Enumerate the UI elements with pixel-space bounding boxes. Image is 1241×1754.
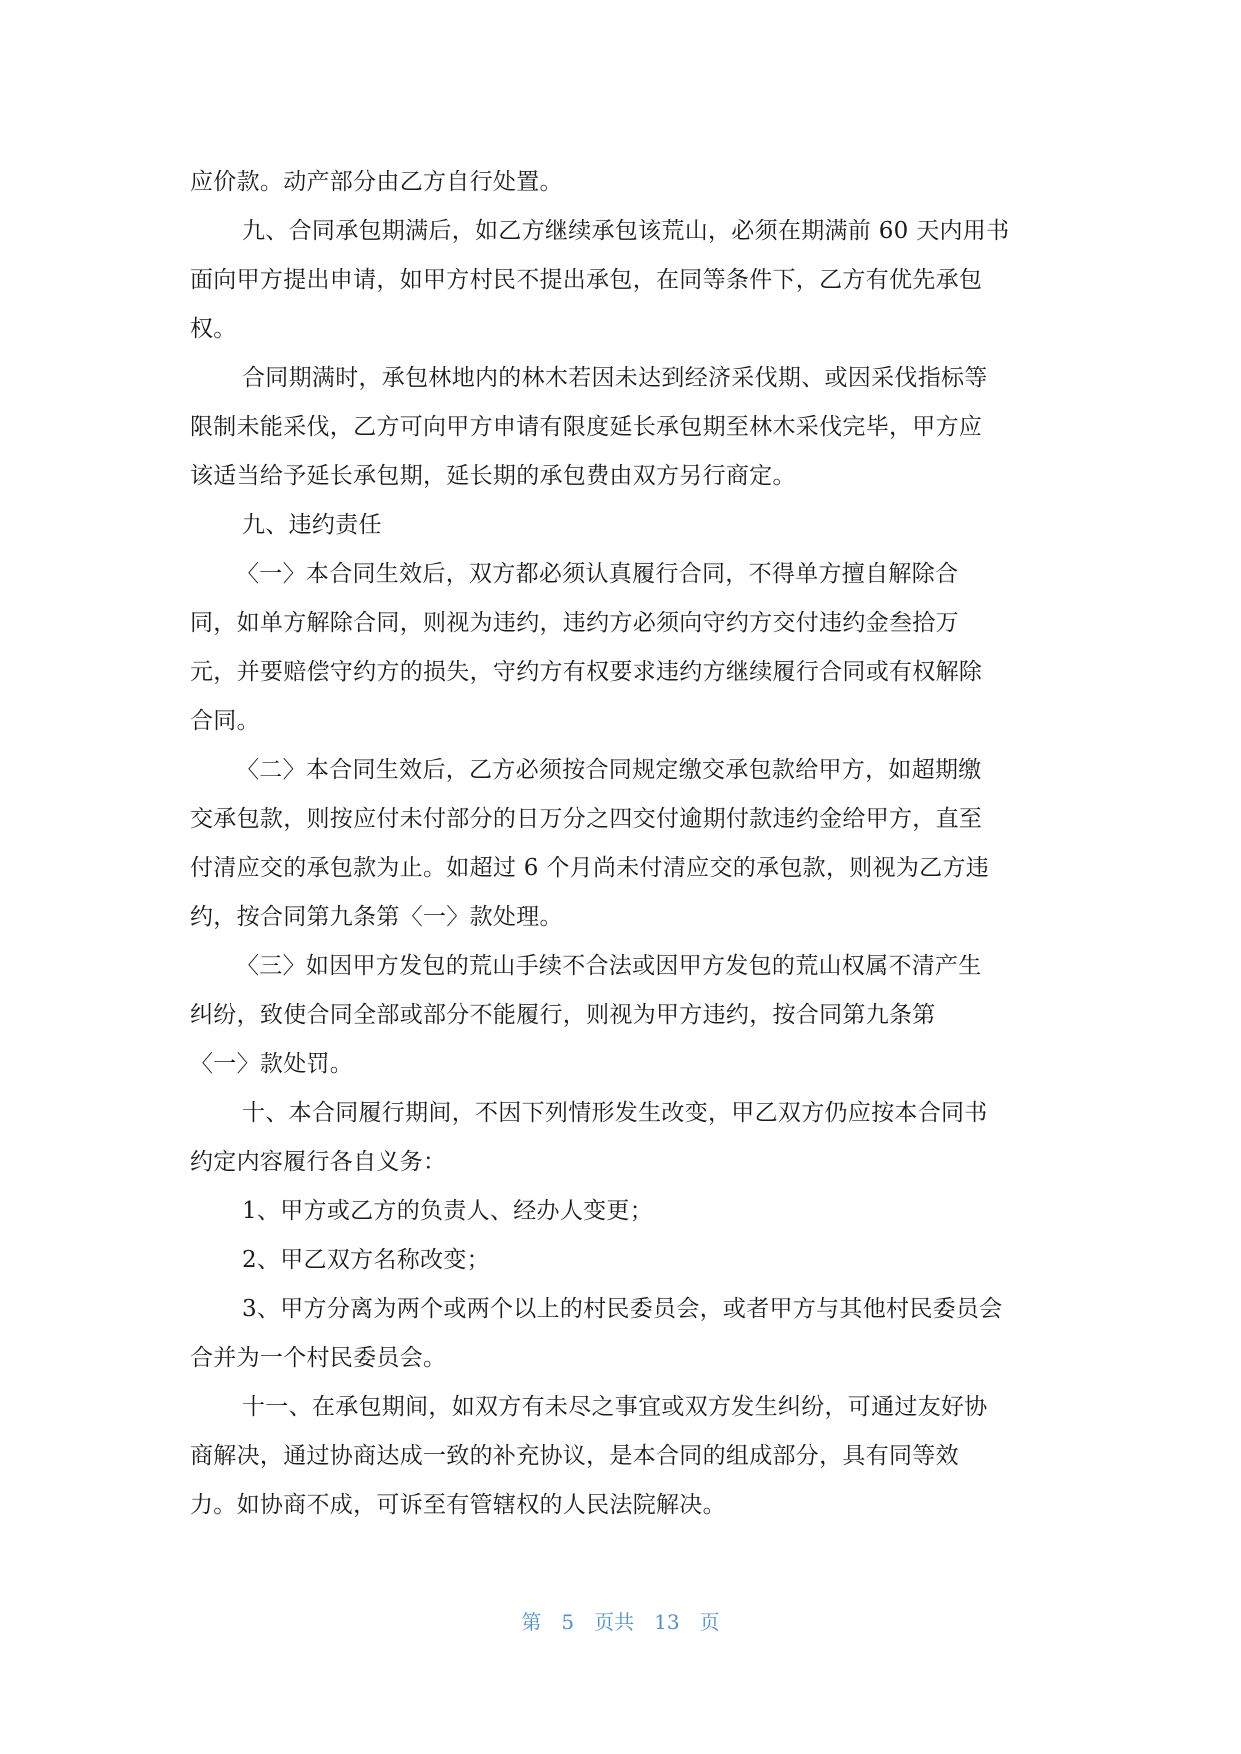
list-item: 2、甲乙双方名称改变；	[242, 1247, 490, 1273]
text-line: 〈一〉款处罚。	[190, 1051, 354, 1077]
text-line: 十一、在承包期间，如双方有未尽之事宜或双方发生纠纷，可通过友好协	[242, 1394, 988, 1420]
text-line: 面向甲方提出申请，如甲方村民不提出承包，在同等条件下，乙方有优先承包	[190, 267, 983, 293]
text-line: 元，并要赔偿守约方的损失，守约方有权要求违约方继续履行合同或有权解除	[190, 659, 983, 685]
text-line: 商解决，通过协商达成一致的补充协议，是本合同的组成部分，具有同等效	[190, 1443, 959, 1469]
text-line: 〈二〉本合同生效后，乙方必须按合同规定缴交承包款给甲方，如超期缴	[236, 757, 982, 783]
text-line: 约，按合同第九条第〈一〉款处理。	[190, 904, 563, 930]
text-line: 九、合同承包期满后，如乙方继续承包该荒山，必须在期满前 60 天内用书	[242, 218, 1010, 244]
text-line: 付清应交的承包款为止。如超过 6 个月尚未付清应交的承包款，则视为乙方违	[190, 855, 990, 881]
text-line: 应价款。动产部分由乙方自行处置。	[190, 169, 563, 195]
page-number-current: 5	[561, 1610, 575, 1634]
document-body	[190, 158, 1060, 1530]
text-line: 〈三〉如因甲方发包的荒山手续不合法或因甲方发包的荒山权属不清产生	[236, 953, 982, 979]
text-line: 十、本合同履行期间，不因下列情形发生改变，甲乙双方仍应按本合同书	[242, 1100, 988, 1126]
section-heading: 九、违约责任	[242, 512, 382, 538]
page-number-total: 13	[654, 1610, 680, 1634]
page-number-prefix: 第	[521, 1610, 542, 1634]
text-line: 〈一〉本合同生效后，双方都必须认真履行合同，不得单方擅自解除合	[236, 561, 959, 587]
text-line: 该适当给予延长承包期，延长期的承包费由双方另行商定。	[190, 463, 796, 489]
text-line: 合并为一个村民委员会。	[190, 1345, 447, 1371]
text-line: 权。	[190, 316, 237, 342]
text-line: 合同期满时，承包林地内的林木若因未达到经济采伐期、或因采伐指标等	[242, 365, 988, 391]
list-item: 1、甲方或乙方的负责人、经办人变更；	[242, 1198, 654, 1224]
text-line: 同，如单方解除合同，则视为违约，违约方必须向守约方交付违约金叁拾万	[190, 610, 959, 636]
text-line: 力。如协商不成，可诉至有管辖权的人民法院解决。	[190, 1492, 726, 1518]
page-number-middle: 页共	[594, 1610, 635, 1634]
page-footer	[0, 1606, 1241, 1635]
page-number-suffix: 页	[699, 1610, 720, 1634]
list-item: 3、甲方分离为两个或两个以上的村民委员会，或者甲方与其他村民委员会	[242, 1296, 1003, 1322]
text-line: 限制未能采伐，乙方可向甲方申请有限度延长承包期至林木采伐完毕，甲方应	[190, 414, 983, 440]
text-line: 交承包款，则按应付未付部分的日万分之四交付逾期付款违约金给甲方，直至	[190, 806, 983, 832]
text-line: 合同。	[190, 708, 260, 734]
text-line: 约定内容履行各自义务：	[190, 1149, 447, 1175]
text-line: 纠纷，致使合同全部或部分不能履行，则视为甲方违约，按合同第九条第	[190, 1002, 936, 1028]
